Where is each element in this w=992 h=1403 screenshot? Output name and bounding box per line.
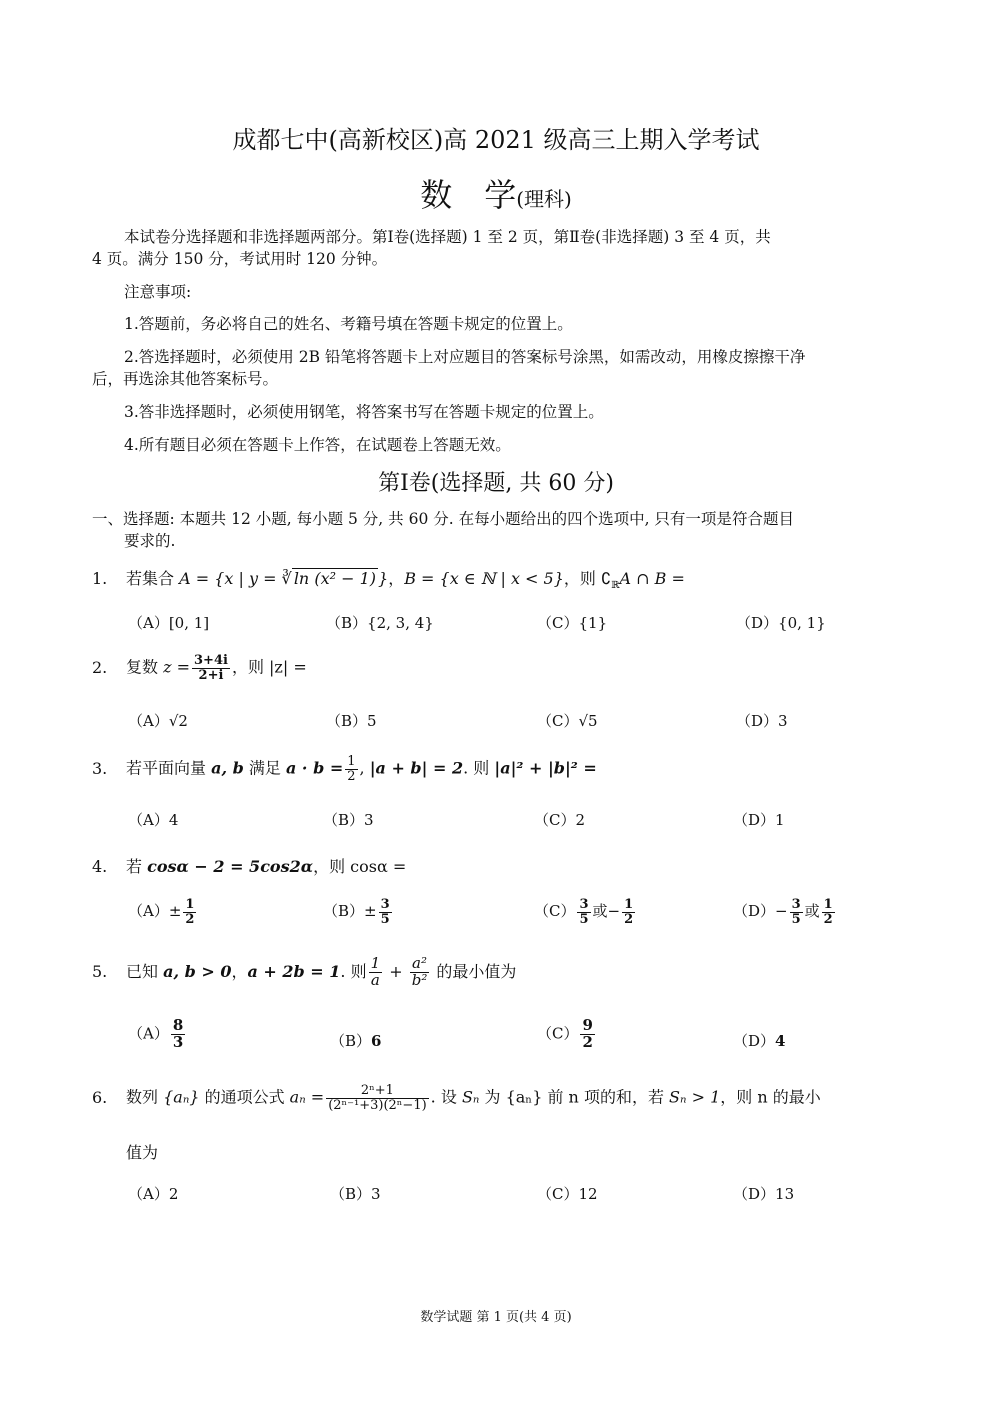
- question-number: 2.: [92, 657, 108, 677]
- question-text: 数列: [126, 1087, 164, 1107]
- option: （C）√5: [537, 712, 598, 730]
- option: （B）6: [330, 1032, 382, 1050]
- math-expression: Sₙ: [461, 1087, 480, 1107]
- question-text: 满足: [243, 758, 286, 778]
- fraction: $\frac{\text{2ⁿ+1}}{\text{(2ⁿ⁻¹+3)(2ⁿ−1)}}$: [328, 1083, 427, 1113]
- math-expression: B = {x ∈ ℕ | x < 5}: [404, 569, 564, 588]
- question-text: ，: [388, 569, 405, 588]
- option: （C） $\frac{3}{5}$ 或− $\frac{1}{2}$: [534, 897, 634, 927]
- question-text: ,: [359, 758, 370, 778]
- option: （D）1: [733, 811, 785, 829]
- question-text: 已知: [126, 961, 164, 981]
- option: （A）4: [128, 811, 179, 829]
- math-expression: A = {x | y = ∛: [179, 569, 292, 588]
- question-text: 若平面向量: [126, 758, 212, 778]
- option: （D）{0, 1}: [736, 614, 826, 632]
- page-footer: 数学试题 第 1 页(共 4 页): [420, 1310, 572, 1325]
- fraction: $\frac{3}{5}$: [791, 897, 801, 927]
- math-expression: |a|² + |b|² =: [494, 758, 597, 778]
- question-number: 6.: [92, 1087, 108, 1107]
- question-5: 5. 已知 a, b > 0，a + 2b = 1. 则 $\frac{1}{a}$ + $\frac{\text{a²}}{\text{b²}}$ 的最小值为: [92, 954, 517, 989]
- option: （C）2: [534, 811, 586, 829]
- section-title: 第Ⅰ卷(选择题, 共 60 分): [378, 471, 614, 496]
- exam-title: 成都七中(高新校区)高 2021 级高三上期入学考试: [232, 126, 760, 154]
- question-number: 5.: [92, 961, 108, 981]
- math-expression: a, b: [211, 758, 244, 778]
- option: （C）{1}: [537, 614, 608, 632]
- notice-heading: 注意事项:: [124, 283, 192, 301]
- fraction: $\frac{1}{2}$: [823, 897, 833, 927]
- math-expression: {aₙ}: [163, 1087, 200, 1107]
- question-number: 1.: [92, 569, 108, 588]
- fraction: $\frac{3+4i}{2+i}$: [194, 653, 228, 683]
- intro-line-1: 本试卷分选择题和非选择题两部分。第Ⅰ卷(选择题) 1 至 2 页，第Ⅱ卷(非选择题) 3 至 4 页，共: [124, 228, 771, 246]
- question-text: ，则 cosα =: [313, 857, 407, 876]
- notice-item: 4.所有题目必须在答题卡上作答，在试题卷上答题无效。: [124, 436, 511, 454]
- question-number: 3.: [92, 758, 108, 778]
- notice-item: 1.答题前，务必将自己的姓名、考籍号填在答题卡规定的位置上。: [124, 315, 573, 333]
- fraction: $\frac{8}{3}$: [172, 1016, 184, 1051]
- option: （D）13: [733, 1185, 795, 1203]
- fraction: $\frac{9}{2}$: [582, 1016, 593, 1051]
- question-6: [92, 1084, 821, 1112]
- math-expression: a + 2b = 1: [247, 961, 341, 981]
- option: （B）3: [330, 1185, 381, 1203]
- option: （A）2: [128, 1185, 179, 1203]
- question-4: [92, 854, 406, 877]
- math-expression: Sₙ > 1: [669, 1087, 721, 1107]
- option: （D）− $\frac{3}{5}$ 或 $\frac{1}{2}$: [733, 897, 833, 927]
- question-text: 的最小值为: [431, 961, 517, 981]
- option: （B）± $\frac{3}{5}$: [323, 897, 390, 927]
- fraction: $\frac{1}{2}$: [624, 897, 634, 927]
- question-text: 为 {aₙ} 前 n 项的和，若: [479, 1087, 670, 1107]
- question-text: ，: [231, 961, 248, 981]
- math-expression: cosα − 2 = 5cos2α: [147, 857, 314, 876]
- math-expression: ln (x² − 1): [293, 569, 376, 588]
- notice-item: 3.答非选择题时，必须使用钢笔，将答案书写在答题卡规定的位置上。: [124, 403, 604, 421]
- fraction: $\frac{\text{a²}}{\text{b²}}$: [411, 954, 428, 989]
- math-expression: A ∩ B =: [619, 569, 685, 588]
- math-expression: a · b =: [285, 758, 344, 778]
- math-expression: aₙ =: [289, 1087, 325, 1107]
- part-heading-line-2: 要求的.: [124, 532, 176, 550]
- question-text: 若: [126, 857, 148, 876]
- fraction: $\frac{3}{5}$: [380, 897, 390, 927]
- question-3: [92, 755, 597, 783]
- question-text: 的通项公式: [199, 1087, 290, 1107]
- question-number: 4.: [92, 857, 108, 876]
- fraction: $\frac{1}{2}$: [347, 754, 356, 784]
- question-text: 值为: [126, 1143, 159, 1162]
- fraction: $\frac{1}{2}$: [185, 897, 195, 927]
- option: （B）5: [326, 712, 377, 730]
- option: （A）√2: [128, 712, 188, 730]
- intro-line-2: 4 页。满分 150 分，考试用时 120 分钟。: [92, 250, 388, 268]
- question-1: [92, 566, 685, 591]
- math-expression: a, b > 0: [163, 961, 232, 981]
- question-text: . 设: [430, 1087, 462, 1107]
- fraction: $\frac{1}{a}$: [370, 954, 381, 989]
- fraction: $\frac{3}{5}$: [579, 897, 589, 927]
- option: （A）± $\frac{1}{2}$: [128, 897, 195, 927]
- notice-item: 2.答选择题时，必须使用 2B 铅笔将答题卡上对应题目的答案标号涂黑，如需改动，用橡皮擦擦干净: [124, 348, 806, 366]
- option: （A） $\frac{8}{3}$: [128, 1016, 184, 1051]
- question-text: ，则 ∁: [563, 569, 612, 588]
- notice-item: 后，再选涂其他答案标号。: [92, 370, 279, 388]
- part-heading-line-1: 一、选择题: 本题共 12 小题, 每小题 5 分, 共 60 分. 在每小题给出的四个选项中, 只有一项是符合题目: [92, 510, 794, 528]
- question-2: [92, 654, 307, 682]
- option: （A）[0, 1]: [128, 614, 210, 632]
- subject-note: (理科): [516, 187, 572, 211]
- option: （C）12: [537, 1185, 598, 1203]
- option: （D）4: [733, 1032, 786, 1050]
- option: （C） $\frac{9}{2}$: [537, 1016, 593, 1051]
- question-text: . 则: [463, 758, 495, 778]
- option: （B）3: [323, 811, 374, 829]
- question-text: 复数: [126, 657, 164, 677]
- option: （B）{2, 3, 4}: [326, 614, 434, 632]
- question-text: . 则: [340, 961, 367, 981]
- math-expression: }: [378, 569, 389, 588]
- math-expression: z =: [163, 657, 191, 677]
- option: （D）3: [736, 712, 788, 730]
- question-text: ，则 |z| =: [231, 657, 307, 677]
- subject-heading: [0, 170, 992, 216]
- subject-name: 数 学: [420, 176, 517, 214]
- question-text: 若集合: [126, 569, 180, 588]
- math-expression: |a + b| = 2: [369, 758, 464, 778]
- math-expression: ℝ: [611, 580, 620, 592]
- question-text: ，则 n 的最小: [720, 1087, 821, 1107]
